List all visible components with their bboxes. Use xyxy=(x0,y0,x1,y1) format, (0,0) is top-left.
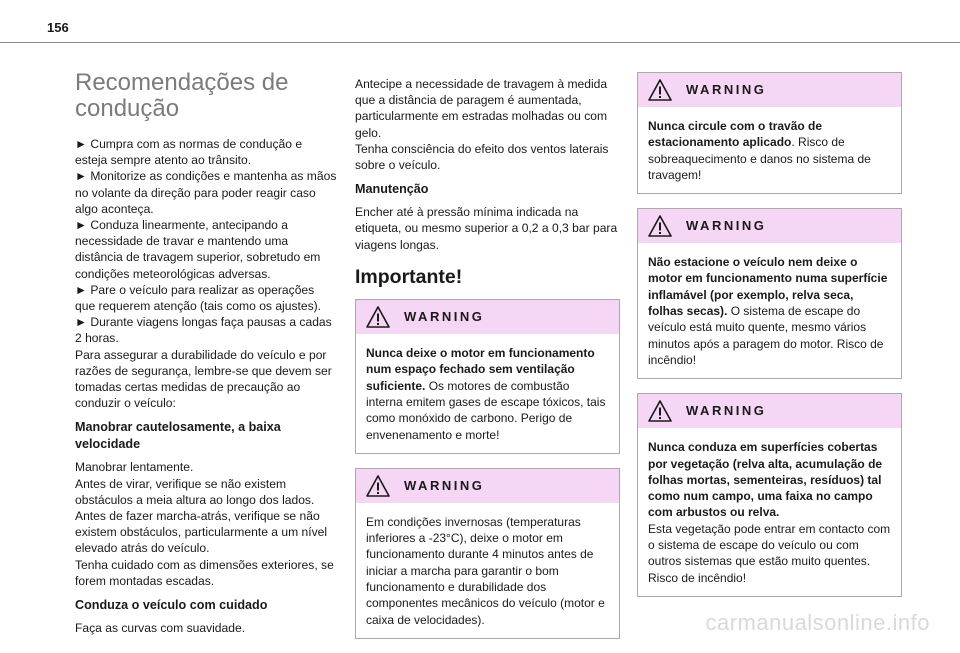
warning-text xyxy=(638,428,901,596)
subheading: Manobrar cautelosamente, a baixa velocidade xyxy=(75,420,281,452)
paragraph: Encher até à pressão mínima indicada na etiqueta, ou mesmo superior a 0,2 a 0,3 bar para viagens longas. xyxy=(355,205,618,252)
warning-header xyxy=(356,300,619,334)
warning-body-text: O sistema de escape do veículo está muito quente, mesmo vários minutos após a paragem do motor. Risco de incêndio! xyxy=(648,304,884,367)
paragraph: ► Monitorize as condições e mantenha as mãos no volante da direção para poder reagir caso algo aconteça. xyxy=(75,169,337,216)
paragraph: Para assegurar a durabilidade do veículo e por razões de segurança, lembre-se que devem ser tomadas certas medidas de precaução ao conduzir o veículo: xyxy=(75,347,332,411)
paragraph: Antes de virar, verifique se não existem obstáculos a meia altura ao longo dos lados. xyxy=(75,476,315,507)
subheading: Conduza o veículo com cuidado xyxy=(75,598,268,613)
warning-body-text: . Risco de sobreaquecimento e danos no sistema de travagem! xyxy=(648,135,871,182)
warning-title: WARNING xyxy=(404,477,485,493)
paragraph: Tenha cuidado com as dimensões exteriores, se forem montadas escadas. xyxy=(75,557,334,588)
paragraph: Manobrar lentamente. xyxy=(75,460,194,475)
page-number: 156 xyxy=(47,20,69,35)
paragraph: ► Cumpra com as normas de condução e esteja sempre atento ao trânsito. xyxy=(75,137,303,168)
paragraph: Antes de fazer marcha-atrás, verifique se não existem obstáculos, particularmente a um nível elevado atrás do veículo. xyxy=(75,509,328,556)
warning-text xyxy=(356,334,619,453)
warning-body-text: Os motores de combustão interna emitem gases de escape tóxicos, tais como monóxido de carbono. Perigo de envenenamento e morte! xyxy=(366,378,606,442)
warning-triangle-icon xyxy=(366,306,390,328)
column-3 xyxy=(637,72,902,611)
warning-box xyxy=(355,468,620,639)
column-1 xyxy=(75,70,337,636)
warning-triangle-icon xyxy=(648,215,672,237)
warning-bold-text: Nunca circule com o travão de estacionamento aplicado xyxy=(648,119,823,150)
header-divider xyxy=(0,42,960,43)
section-title-line2: condução xyxy=(75,95,180,122)
paragraph: ► Durante viagens longas faça pausas a cadas 2 horas. xyxy=(75,315,332,346)
warning-bold-text: Nunca conduza em superfícies cobertas por vegetação (relva alta, acumulação de folhas mortas, sementeiras, resíduos) tal como num campo, uma faixa no campo com arbustos ou relva. xyxy=(648,440,883,520)
warning-box xyxy=(637,72,902,194)
warning-triangle-icon xyxy=(366,475,390,497)
warning-title: WARNING xyxy=(686,218,767,234)
important-heading: Importante! xyxy=(355,265,463,288)
section-title-line1: Recomendações de xyxy=(75,69,289,96)
column-2 xyxy=(355,76,620,653)
warning-title: WARNING xyxy=(686,403,767,419)
warning-header xyxy=(638,394,901,428)
subheading: Manutenção xyxy=(355,182,429,197)
warning-title: WARNING xyxy=(404,308,485,324)
warning-text: Em condições invernosas (temperaturas inferiores a -23°C), deixe o motor em funcionamento durante 4 minutos antes de iniciar a marcha para garantir o bom funcionamento e durabilidade dos componentes mecânicos do veículo (motor e caixa de velocidades). xyxy=(366,514,605,627)
warning-body-text: Esta vegetação pode entrar em contacto com o sistema de escape do veículo ou com outros sistemas que estão muito quentes. Risco de incêndio! xyxy=(648,521,891,585)
warning-title: WARNING xyxy=(686,81,767,97)
warning-box xyxy=(355,299,620,454)
section-title xyxy=(75,70,337,122)
warning-triangle-icon xyxy=(648,79,672,101)
watermark: carmanualsonline.info xyxy=(705,610,930,635)
paragraph: ► Conduza linearmente, antecipando a necessidade de travar e mantendo uma distância de travagem superior, sobretudo em condições meteorológicas adversas. xyxy=(75,218,321,281)
warning-bold-text: Nunca deixe o motor em funcionamento num espaço fechado sem ventilação suficiente. xyxy=(366,346,595,393)
warning-text xyxy=(638,107,901,193)
warning-bold-text: Não estacione o veículo nem deixe o motor em funcionamento numa superfície inflamável (por exemplo, relva seca, folhas secas). xyxy=(648,255,888,319)
warning-triangle-icon xyxy=(648,400,672,422)
warning-box xyxy=(637,393,902,597)
warning-header xyxy=(356,469,619,503)
paragraph: Tenha consciência do efeito dos ventos laterais sobre o veículo. xyxy=(355,141,609,173)
warning-text xyxy=(638,243,901,378)
paragraph: Faça as curvas com suavidade. xyxy=(75,621,246,636)
paragraph: Antecipe a necessidade de travagem à medida que a distância de paragem é aumentada, particularmente em estradas molhadas ou com gelo. xyxy=(355,77,608,140)
warning-header xyxy=(638,209,901,243)
paragraph: ► Pare o veículo para realizar as operações que requerem atenção (tais como os ajustes). xyxy=(75,282,322,314)
warning-box xyxy=(637,208,902,379)
warning-header xyxy=(638,73,901,107)
